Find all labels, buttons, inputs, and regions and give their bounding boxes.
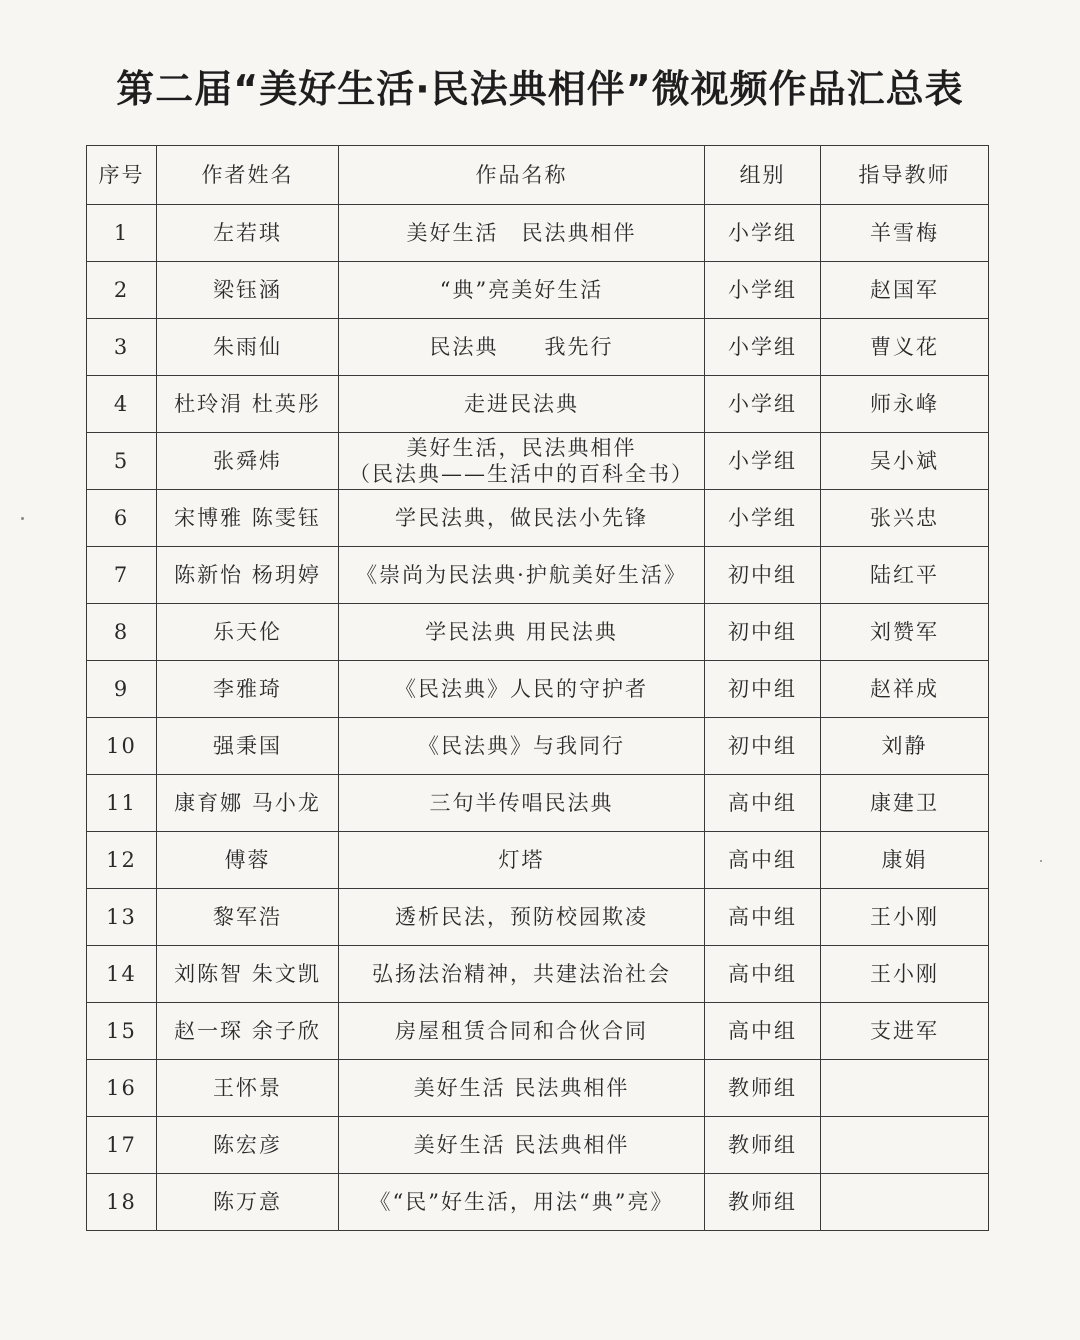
cell-group: 初中组 [705,547,821,604]
cell-work-title [339,1117,705,1174]
cell-teacher: 康建卫 [821,775,989,832]
cell-group: 初中组 [705,604,821,661]
table-row [87,604,989,661]
cell-number: 6 [87,490,157,547]
cell-work-title [339,205,705,262]
page-title: 第二届“美好生活·民法典相伴”微视频作品汇总表 [116,67,964,111]
cell-teacher: 支进军 [821,1003,989,1060]
cell-group: 小学组 [705,205,821,262]
cell-author: 黎军浩 [157,889,339,946]
cell-number: 12 [87,832,157,889]
cell-author: 杜玲涓 杜英彤 [157,376,339,433]
table-row [87,319,989,376]
cell-work-title [339,661,705,718]
scan-speck [21,517,24,520]
cell-group: 小学组 [705,319,821,376]
work-title-line: 三句半传唱民法典 [429,790,614,815]
work-title-line: 《“民”好生活，用法“典”亮》 [369,1189,674,1214]
cell-teacher [821,1060,989,1117]
work-title-line: 《民法典》与我同行 [418,733,625,758]
cell-work-title [339,832,705,889]
work-title-line: （民法典——生活中的百科全书） [349,462,694,486]
table-row [87,718,989,775]
cell-author: 王怀景 [157,1060,339,1117]
cell-number: 2 [87,262,157,319]
cell-group: 教师组 [705,1174,821,1231]
cell-teacher: 陆红平 [821,547,989,604]
cell-number: 5 [87,433,157,490]
table-row [87,433,989,490]
cell-number: 4 [87,376,157,433]
table-row [87,376,989,433]
cell-teacher: 王小刚 [821,889,989,946]
cell-work-title [339,547,705,604]
cell-work-title [339,262,705,319]
cell-author: 左若琪 [157,205,339,262]
cell-author: 康育娜 马小龙 [157,775,339,832]
cell-author: 傅蓉 [157,832,339,889]
cell-teacher: 曹义花 [821,319,989,376]
table-row [87,547,989,604]
cell-work-title [339,433,705,490]
cell-number: 8 [87,604,157,661]
cell-author: 梁钰涵 [157,262,339,319]
table-body [87,205,989,1231]
cell-number: 13 [87,889,157,946]
cell-author: 刘陈智 朱文凯 [157,946,339,1003]
work-title-line: 美好生活 民法典相伴 [406,220,637,245]
table-row [87,1174,989,1231]
work-title-line: 民法典 我先行 [429,334,614,359]
scan-speck [1040,860,1042,862]
work-title-line: “典”亮美好生活 [439,277,604,302]
cell-teacher: 王小刚 [821,946,989,1003]
table-row [87,262,989,319]
cell-work-title [339,1003,705,1060]
work-title-line: 《民法典》人民的守护者 [395,676,648,701]
header-teacher: 指导教师 [821,146,989,205]
cell-work-title [339,1174,705,1231]
work-title-line: 房屋租赁合同和合伙合同 [395,1018,648,1043]
cell-number: 18 [87,1174,157,1231]
table-row [87,490,989,547]
cell-group: 高中组 [705,832,821,889]
cell-group: 初中组 [705,661,821,718]
cell-author: 乐天伦 [157,604,339,661]
cell-work-title [339,490,705,547]
cell-teacher: 羊雪梅 [821,205,989,262]
table-row [87,661,989,718]
cell-teacher: 康娟 [821,832,989,889]
header-author: 作者姓名 [157,146,339,205]
cell-author: 李雅琦 [157,661,339,718]
cell-number: 10 [87,718,157,775]
cell-group: 小学组 [705,262,821,319]
cell-group: 高中组 [705,775,821,832]
cell-author: 赵一琛 余子欣 [157,1003,339,1060]
table-header-row [87,146,989,205]
cell-group: 小学组 [705,433,821,490]
table-row [87,1060,989,1117]
work-title-line: 学民法典，做民法小先锋 [395,505,648,530]
cell-work-title [339,604,705,661]
work-title-line: 灯塔 [498,847,545,872]
cell-work-title [339,889,705,946]
work-title-line: 美好生活，民法典相伴 [406,435,637,460]
table-row [87,889,989,946]
table-row [87,832,989,889]
cell-number: 7 [87,547,157,604]
work-title-line: 美好生活 民法典相伴 [413,1132,630,1157]
cell-group: 小学组 [705,490,821,547]
header-work-title: 作品名称 [339,146,705,205]
cell-teacher: 赵祥成 [821,661,989,718]
cell-group: 初中组 [705,718,821,775]
work-title-line: 美好生活 民法典相伴 [413,1075,630,1100]
cell-group: 小学组 [705,376,821,433]
cell-group: 高中组 [705,1003,821,1060]
table-row [87,205,989,262]
cell-work-title [339,718,705,775]
cell-teacher: 刘赞军 [821,604,989,661]
cell-work-title [339,1060,705,1117]
work-title-line: 走进民法典 [464,391,579,416]
work-title-line: 《崇尚为民法典·护航美好生活》 [356,562,687,587]
cell-teacher [821,1174,989,1231]
header-group: 组别 [705,146,821,205]
table-row [87,1117,989,1174]
cell-author: 张舜炜 [157,433,339,490]
cell-work-title [339,319,705,376]
work-title-line: 透析民法，预防校园欺凌 [395,904,648,929]
cell-teacher: 刘静 [821,718,989,775]
cell-teacher: 赵国军 [821,262,989,319]
table-row [87,946,989,1003]
work-title-line: 弘扬法治精神，共建法治社会 [372,961,671,986]
cell-teacher: 张兴忠 [821,490,989,547]
cell-author: 强秉国 [157,718,339,775]
table-row [87,775,989,832]
cell-author: 陈万意 [157,1174,339,1231]
cell-number: 16 [87,1060,157,1117]
cell-number: 3 [87,319,157,376]
cell-work-title [339,946,705,1003]
table-row [87,1003,989,1060]
cell-author: 陈宏彦 [157,1117,339,1174]
cell-author: 陈新怡 杨玥婷 [157,547,339,604]
cell-number: 11 [87,775,157,832]
cell-group: 高中组 [705,946,821,1003]
cell-teacher: 吴小斌 [821,433,989,490]
cell-number: 14 [87,946,157,1003]
summary-table [86,145,989,1231]
cell-author: 朱雨仙 [157,319,339,376]
header-number: 序号 [87,146,157,205]
cell-author: 宋博雅 陈雯钰 [157,490,339,547]
cell-group: 教师组 [705,1060,821,1117]
work-title-line: 学民法典 用民法典 [425,619,618,644]
cell-group: 教师组 [705,1117,821,1174]
cell-work-title [339,775,705,832]
cell-number: 17 [87,1117,157,1174]
cell-group: 高中组 [705,889,821,946]
cell-number: 1 [87,205,157,262]
cell-number: 15 [87,1003,157,1060]
cell-teacher: 师永峰 [821,376,989,433]
cell-teacher [821,1117,989,1174]
cell-number: 9 [87,661,157,718]
cell-work-title [339,376,705,433]
